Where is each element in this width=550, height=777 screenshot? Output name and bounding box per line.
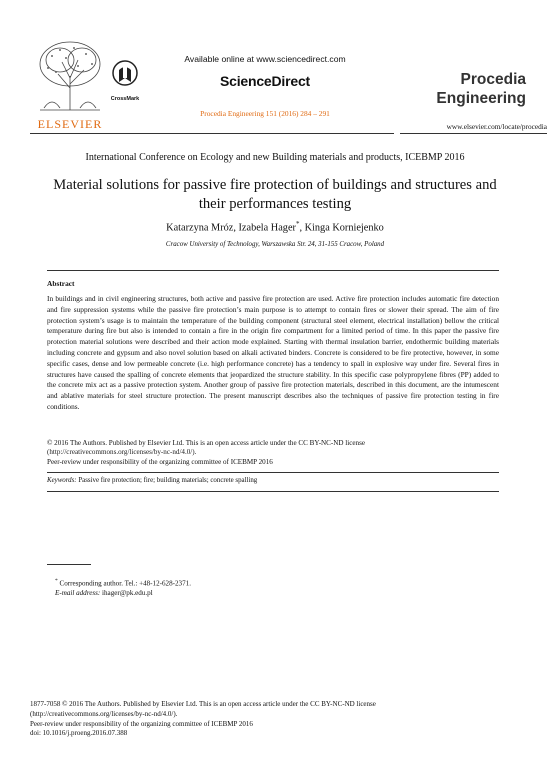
bottom-peer-review: Peer-review under responsibility of the organizing committee of ICEBMP 2016	[30, 719, 253, 728]
abstract-top-rule	[47, 270, 499, 271]
corresponding-author-text: Corresponding author. Tel.: +48-12-628-2371.	[57, 579, 191, 588]
journal-title	[416, 70, 526, 108]
bottom-copyright	[30, 700, 530, 739]
doi[interactable]: doi: 10.1016/j.proeng.2016.07.388	[30, 729, 128, 738]
sciencedirect-logo[interactable]: ScienceDirect	[219, 73, 310, 89]
abstract-heading: Abstract	[47, 279, 75, 288]
email-line	[55, 588, 495, 598]
conference-name: International Conference on Ecology and new Building materials and products, ICEBMP 2016	[85, 152, 465, 163]
journal-url-link[interactable]: www.elsevier.com/locate/procedia	[446, 122, 547, 131]
keywords-label: Keywords:	[47, 477, 77, 484]
elsevier-tree-icon	[30, 38, 110, 112]
article-title: Material solutions for passive fire protection of buildings and structures and their performances testing	[53, 177, 497, 212]
corresponding-author	[55, 576, 495, 588]
issn-copyright: 1877-7058 © 2016 The Authors. Published by Elsevier Ltd. This is an open access article under the CC BY-NC-ND license	[30, 700, 376, 708]
email-address[interactable]: ihager@pk.edu.pl	[100, 589, 153, 598]
license-line-3: Peer-review under responsibility of the organizing committee of ICEBMP 2016	[47, 457, 273, 466]
keywords	[47, 477, 499, 484]
footnote	[55, 576, 495, 598]
footnote-mark: *	[55, 578, 58, 584]
elsevier-wordmark: ELSEVIER	[37, 117, 103, 131]
affiliation: Cracow University of Technology, Warszawska Str. 24, 31-155 Cracow, Poland	[165, 241, 385, 248]
author-list	[40, 220, 510, 233]
license-link[interactable]: (http://creativecommons.org/licenses/by-nc-nd/4.0/).	[47, 448, 197, 457]
authors-first: Katarzyna Mróz, Izabela Hager	[166, 222, 296, 234]
available-online: Available online at www.sciencedirect.com	[184, 54, 346, 64]
journal-citation: Procedia Engineering 151 (2016) 284 – 291	[200, 109, 330, 118]
license-block	[47, 439, 499, 467]
header-rule-right	[400, 133, 547, 134]
keywords-top-rule	[47, 472, 499, 473]
abstract-text: In buildings and in civil engineering structures, both active and passive fire protection are used. Active fire protection includes automatic fire detection and fire suppression systems while the passive fire protection’s main purpose is to attempt to contain fires or slower their spread. The aim of fire protection system’s usage is to maintain the temperature of the building component (structural steel element, electrical installation) bellow the critical temperature during fire but also is intended to contain a fire in the origin fire compartment for a limited period of time. In this paper the passive fire protection material solutions were described and their action mode explained. Starting with thermal insulation barrier, endothermic building materials including concrete and gypsum and also novel solution based on alkali activated binders. Concrete is considered to be fire protective, however, in some specific cases, dense and low permeable concrete (i.e. high performance concrete) has a tendency to spall in explosive way under fire. Several fires in structures have caused the spalling of concrete elements that jeopardized the structure stability. In this specific case polypropylene fibres (PP) added to the concrete mix act as a passive protection system. Another group of passive fire protection materials, described in this document, are the intumescent and ablative materials for steel structure protection. The present manuscript describes also the techniques of passive fire protection testing in fire conditions.	[47, 294, 499, 411]
crossmark-icon	[112, 60, 138, 90]
keywords-bottom-rule	[47, 491, 499, 492]
license-line-1: © 2016 The Authors. Published by Elsevier Ltd. This is an open access article under the CC BY-NC-ND license	[47, 439, 365, 447]
keywords-text: Passive fire protection; fire; building materials; concrete spalling	[76, 477, 258, 484]
crossmark-label: CrossMark	[110, 96, 140, 102]
header-rule	[30, 133, 394, 134]
bottom-license-link[interactable]: (http://creativecommons.org/licenses/by-nc-nd/4.0/).	[30, 709, 178, 718]
corresponding-mark[interactable]: *	[295, 220, 300, 228]
crossmark-badge[interactable]	[110, 60, 140, 102]
elsevier-logo[interactable]	[30, 38, 110, 131]
footnote-rule	[47, 564, 91, 565]
journal-title-line-2: Engineering	[436, 90, 526, 107]
authors-rest: , Kinga Korniejenko	[299, 222, 384, 234]
journal-title-line-1: Procedia	[460, 71, 526, 88]
email-label: E-mail address:	[55, 589, 101, 598]
